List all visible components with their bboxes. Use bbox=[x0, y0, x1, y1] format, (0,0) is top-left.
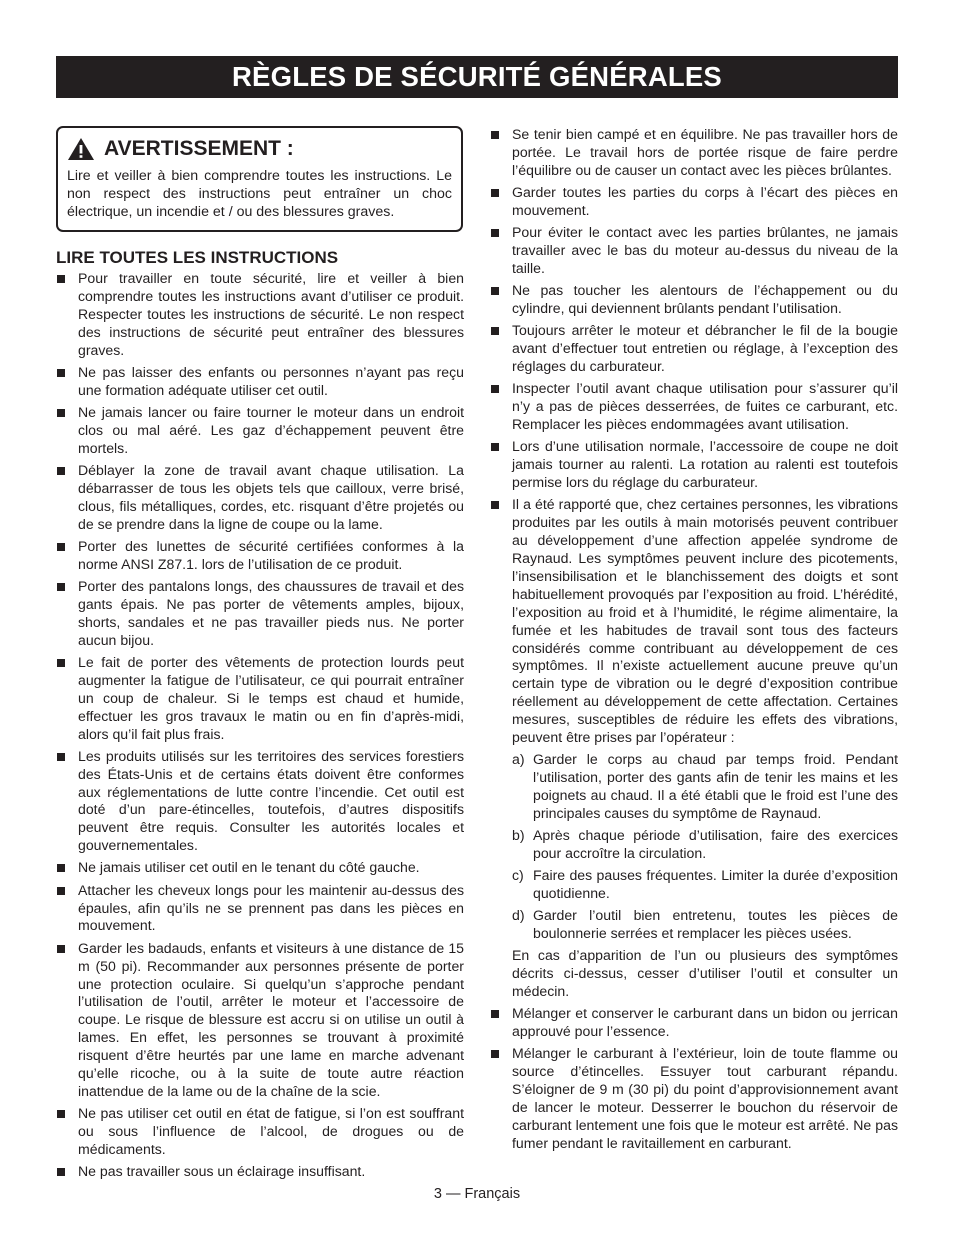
list-item: Se tenir bien campé et en équilibre. Ne pas travailler hors de portée. Le travail hors de portée risque de faire perdre l’équilibre ou de causer un contact avec les pièces brûlantes. bbox=[490, 126, 898, 180]
bullet-square-icon bbox=[491, 443, 499, 451]
bullet-square-icon bbox=[57, 659, 65, 667]
bullet-square-icon bbox=[57, 887, 65, 895]
list-item: Ne pas utiliser cet outil en état de fatigue, si l’on est souffrant ou sous l’influence de l’alcool, de drogues ou de médicaments. bbox=[56, 1105, 464, 1159]
list-item: Déblayer la zone de travail avant chaque utilisation. La débarrasser de tous les objets tels que cailloux, verre brisé, clous, fils métalliques, cordes, etc. risquant d’être projetés ou de se prendre dans la ligne de coupe ou la lame. bbox=[56, 462, 464, 534]
bullet-square-icon bbox=[491, 229, 499, 237]
bullet-square-icon bbox=[491, 385, 499, 393]
list-item: Ne pas laisser des enfants ou personnes n’ayant pas reçu une formation adéquate utiliser cet outil. bbox=[56, 364, 464, 400]
sub-list-item: b) Après chaque période d’utilisation, faire des exercices pour accroître la circulation. bbox=[512, 826, 898, 861]
left-bullet-list bbox=[56, 270, 464, 1181]
list-item: Pour éviter le contact avec les parties brûlantes, ne jamais travailler avec le bas du moteur au-dessus du niveau de la taille. bbox=[490, 224, 898, 278]
raynaud-sub-list bbox=[512, 751, 898, 943]
page-footer bbox=[0, 1186, 954, 1202]
bullet-square-icon bbox=[57, 753, 65, 761]
raynaud-text: Il a été rapporté que, chez certaines personnes, les vibrations produites par les outils à main motorisés peuvent contribuer au développement d’une affection appelée syndrome de Raynaud. Les symptômes peuvent inclure des picotements, l’insensibilisation et le blanchissement des doigts et sont habituellement provoqués par l’exposition au froid. L’hérédité, l’exposition au froid et à l’humidité, le régime alimentaire, la fumée et les habitudes de travail sont tous des facteurs considérés comme contribuant au développement de ces symptômes. Il n’existe actuellement aucune preuve qu’un certain type de vibration ou le degré d’exposition contribue réellement au développement de cette affectation. Certaines mesures, susceptibles de réduire les effets des vibrations, peuvent être prises par l’opérateur : bbox=[512, 496, 898, 746]
warning-triangle-icon bbox=[67, 137, 95, 161]
warning-title: AVERTISSEMENT : bbox=[104, 137, 294, 160]
warning-text: Lire et veiller à bien comprendre toutes les instructions. Le non respect des instructions peut entraîner un choc électrique, un incendie et / ou des blessures graves. bbox=[67, 168, 452, 220]
list-item: Porter des pantalons longs, des chaussures de travail et des gants épais. Ne pas porter de vêtements amples, bijoux, shorts, sandales et ne pas travailler pieds nus. Ne porter aucun bijou. bbox=[56, 578, 464, 650]
bullet-square-icon bbox=[57, 945, 65, 953]
bullet-square-icon bbox=[57, 1110, 65, 1118]
list-item: Garder toutes les parties du corps à l’écart des pièces en mouvement. bbox=[490, 184, 898, 220]
bullet-square-icon bbox=[57, 409, 65, 417]
left-column bbox=[56, 126, 464, 1185]
sub-list-item: d) Garder l’outil bien entretenu, toutes les pièces de boulonnerie serrées et remplacer les pièces usées. bbox=[512, 907, 898, 942]
list-item: Toujours arrêter le moteur et débrancher le fil de la bougie avant d’effectuer tout entretien ou réglage, à l’exception des réglages du carburateur. bbox=[490, 322, 898, 376]
sub-list-item: a) Garder le corps au chaud par temps froid. Pendant l’utilisation, porter des gants afin de tenir les mains et les poignets au chaud. Il a été établi que le froid est l’une des principales causes du symptôme de Raynaud. bbox=[512, 750, 898, 821]
bullet-square-icon bbox=[57, 1168, 65, 1176]
page-title-banner bbox=[56, 56, 898, 98]
bullet-square-icon bbox=[491, 287, 499, 295]
bullet-square-icon bbox=[57, 543, 65, 551]
warning-box bbox=[56, 126, 463, 232]
bullet-square-icon bbox=[57, 369, 65, 377]
list-item: Ne pas travailler sous un éclairage insuffisant. bbox=[56, 1163, 464, 1181]
list-item: Lors d’une utilisation normale, l’accessoire de coupe ne doit jamais tourner au ralenti. La rotation au ralenti est toutefois permise lors du réglage du carburateur. bbox=[490, 438, 898, 492]
right-bullet-list bbox=[490, 126, 898, 1153]
list-item: Porter des lunettes de sécurité certifiées conformes à la norme ANSI Z87.1. lors de l’utilisation de ce produit. bbox=[56, 538, 464, 574]
list-item: Mélanger le carburant à l’extérieur, loin de toute flamme ou source d’étincelles. Essuyer tout carburant répandu. S’éloigner de 9 m (30 pi) du point d’approvisionnement avant de lancer le moteur. Desserrer le bouchon du réservoir de carburant lentement une fois que le moteur est arrêté. Ne pas fumer pendant le ravitaillement en carburant. bbox=[490, 1045, 898, 1152]
page-title: RÈGLES DE SÉCURITÉ GÉNÉRALES bbox=[232, 61, 722, 92]
list-item: Ne pas toucher les alentours de l’échappement ou du cylindre, qui deviennent brûlants pendant l’utilisation. bbox=[490, 282, 898, 318]
bullet-square-icon bbox=[491, 501, 499, 509]
sub-list-item: c) Faire des pauses fréquentes. Limiter la durée d’exposition quotidienne. bbox=[512, 867, 898, 901]
page-number: 3 — Français bbox=[433, 1186, 521, 1202]
list-item: Inspecter l’outil avant chaque utilisation pour s’assurer qu’il n’y a pas de pièces desserrées, de fuites ce carburant, etc. Remplacer les pièces endommagées avant utilisation. bbox=[490, 380, 898, 434]
bullet-square-icon bbox=[491, 189, 499, 197]
list-item: Les produits utilisés sur les territoires des services forestiers des États-Unis et de certains états doivent être conformes aux réglementations de lutte contre l’incendie. Cet outil est doté d’un pare-étincelles, toutefois, d’autres dispositifs peuvent être requis. Consulter les autorités locales et gouvernementales. bbox=[56, 748, 464, 855]
raynaud-follow-text: En cas d’apparition de l’un ou plusieurs des symptômes décrits ci-dessus, cesser d’utiliser l’outil et consulter un médecin. bbox=[512, 947, 898, 1000]
bullet-square-icon bbox=[491, 327, 499, 335]
list-item: Mélanger et conserver le carburant dans un bidon ou jerrican approuvé pour l’essence. bbox=[490, 1005, 898, 1041]
right-column bbox=[490, 126, 898, 1157]
bullet-square-icon bbox=[57, 467, 65, 475]
list-item: Attacher les cheveux longs pour les maintenir au-dessus des épaules, afin qu’ils ne se prennent pas dans les pièces en mouvement. bbox=[56, 882, 464, 936]
bullet-square-icon bbox=[491, 1050, 499, 1058]
bullet-square-icon bbox=[491, 1010, 499, 1018]
list-item: Garder les badauds, enfants et visiteurs à une distance de 15 m (50 pi). Recommander aux personnes présente de porter une protection oculaire. Si quelqu’un s’approche pendant l’utilisation de l’outil, arrêter le moteur et l’accessoire de coupe. Le risque de blessure est accru si on utilise un outil à lames. En effet, les personnes se trouvant à proximité risquent d’être heurtés par une lame en marche advenant qu’elle ricoche, ou à la suite de toute autre réaction inattendue de la lame ou de la chaîne de la scie. bbox=[56, 940, 464, 1101]
list-item-raynaud bbox=[490, 496, 898, 1001]
bullet-square-icon bbox=[491, 131, 499, 139]
section-title: LIRE TOUTES LES INSTRUCTIONS bbox=[56, 248, 339, 267]
list-item: Le fait de porter des vêtements de protection lourds peut augmenter la fatigue de l’utilisateur, ce qui pourrait entraîner un coup de chaleur. Si le temps est chaud et humide, effectuer les gros travaux le matin ou en fin d’après-midi, alors qu’il fait plus frais. bbox=[56, 654, 464, 744]
list-item: Ne jamais lancer ou faire tourner le moteur dans un endroit clos ou mal aéré. Les gaz d’échappement peuvent être mortels. bbox=[56, 404, 464, 458]
bullet-square-icon bbox=[57, 275, 65, 283]
bullet-square-icon bbox=[57, 864, 65, 872]
warning-header bbox=[67, 137, 452, 161]
bullet-square-icon bbox=[57, 583, 65, 591]
list-item: Ne jamais utiliser cet outil en le tenant du côté gauche. bbox=[56, 859, 464, 877]
list-item: Pour travailler en toute sécurité, lire et veiller à bien comprendre toutes les instructions avant d’utiliser ce produit. Respecter toutes les instructions de sécurité. Le non respect des instructions de sécurité peut entraîner des blessures graves. bbox=[56, 270, 464, 360]
